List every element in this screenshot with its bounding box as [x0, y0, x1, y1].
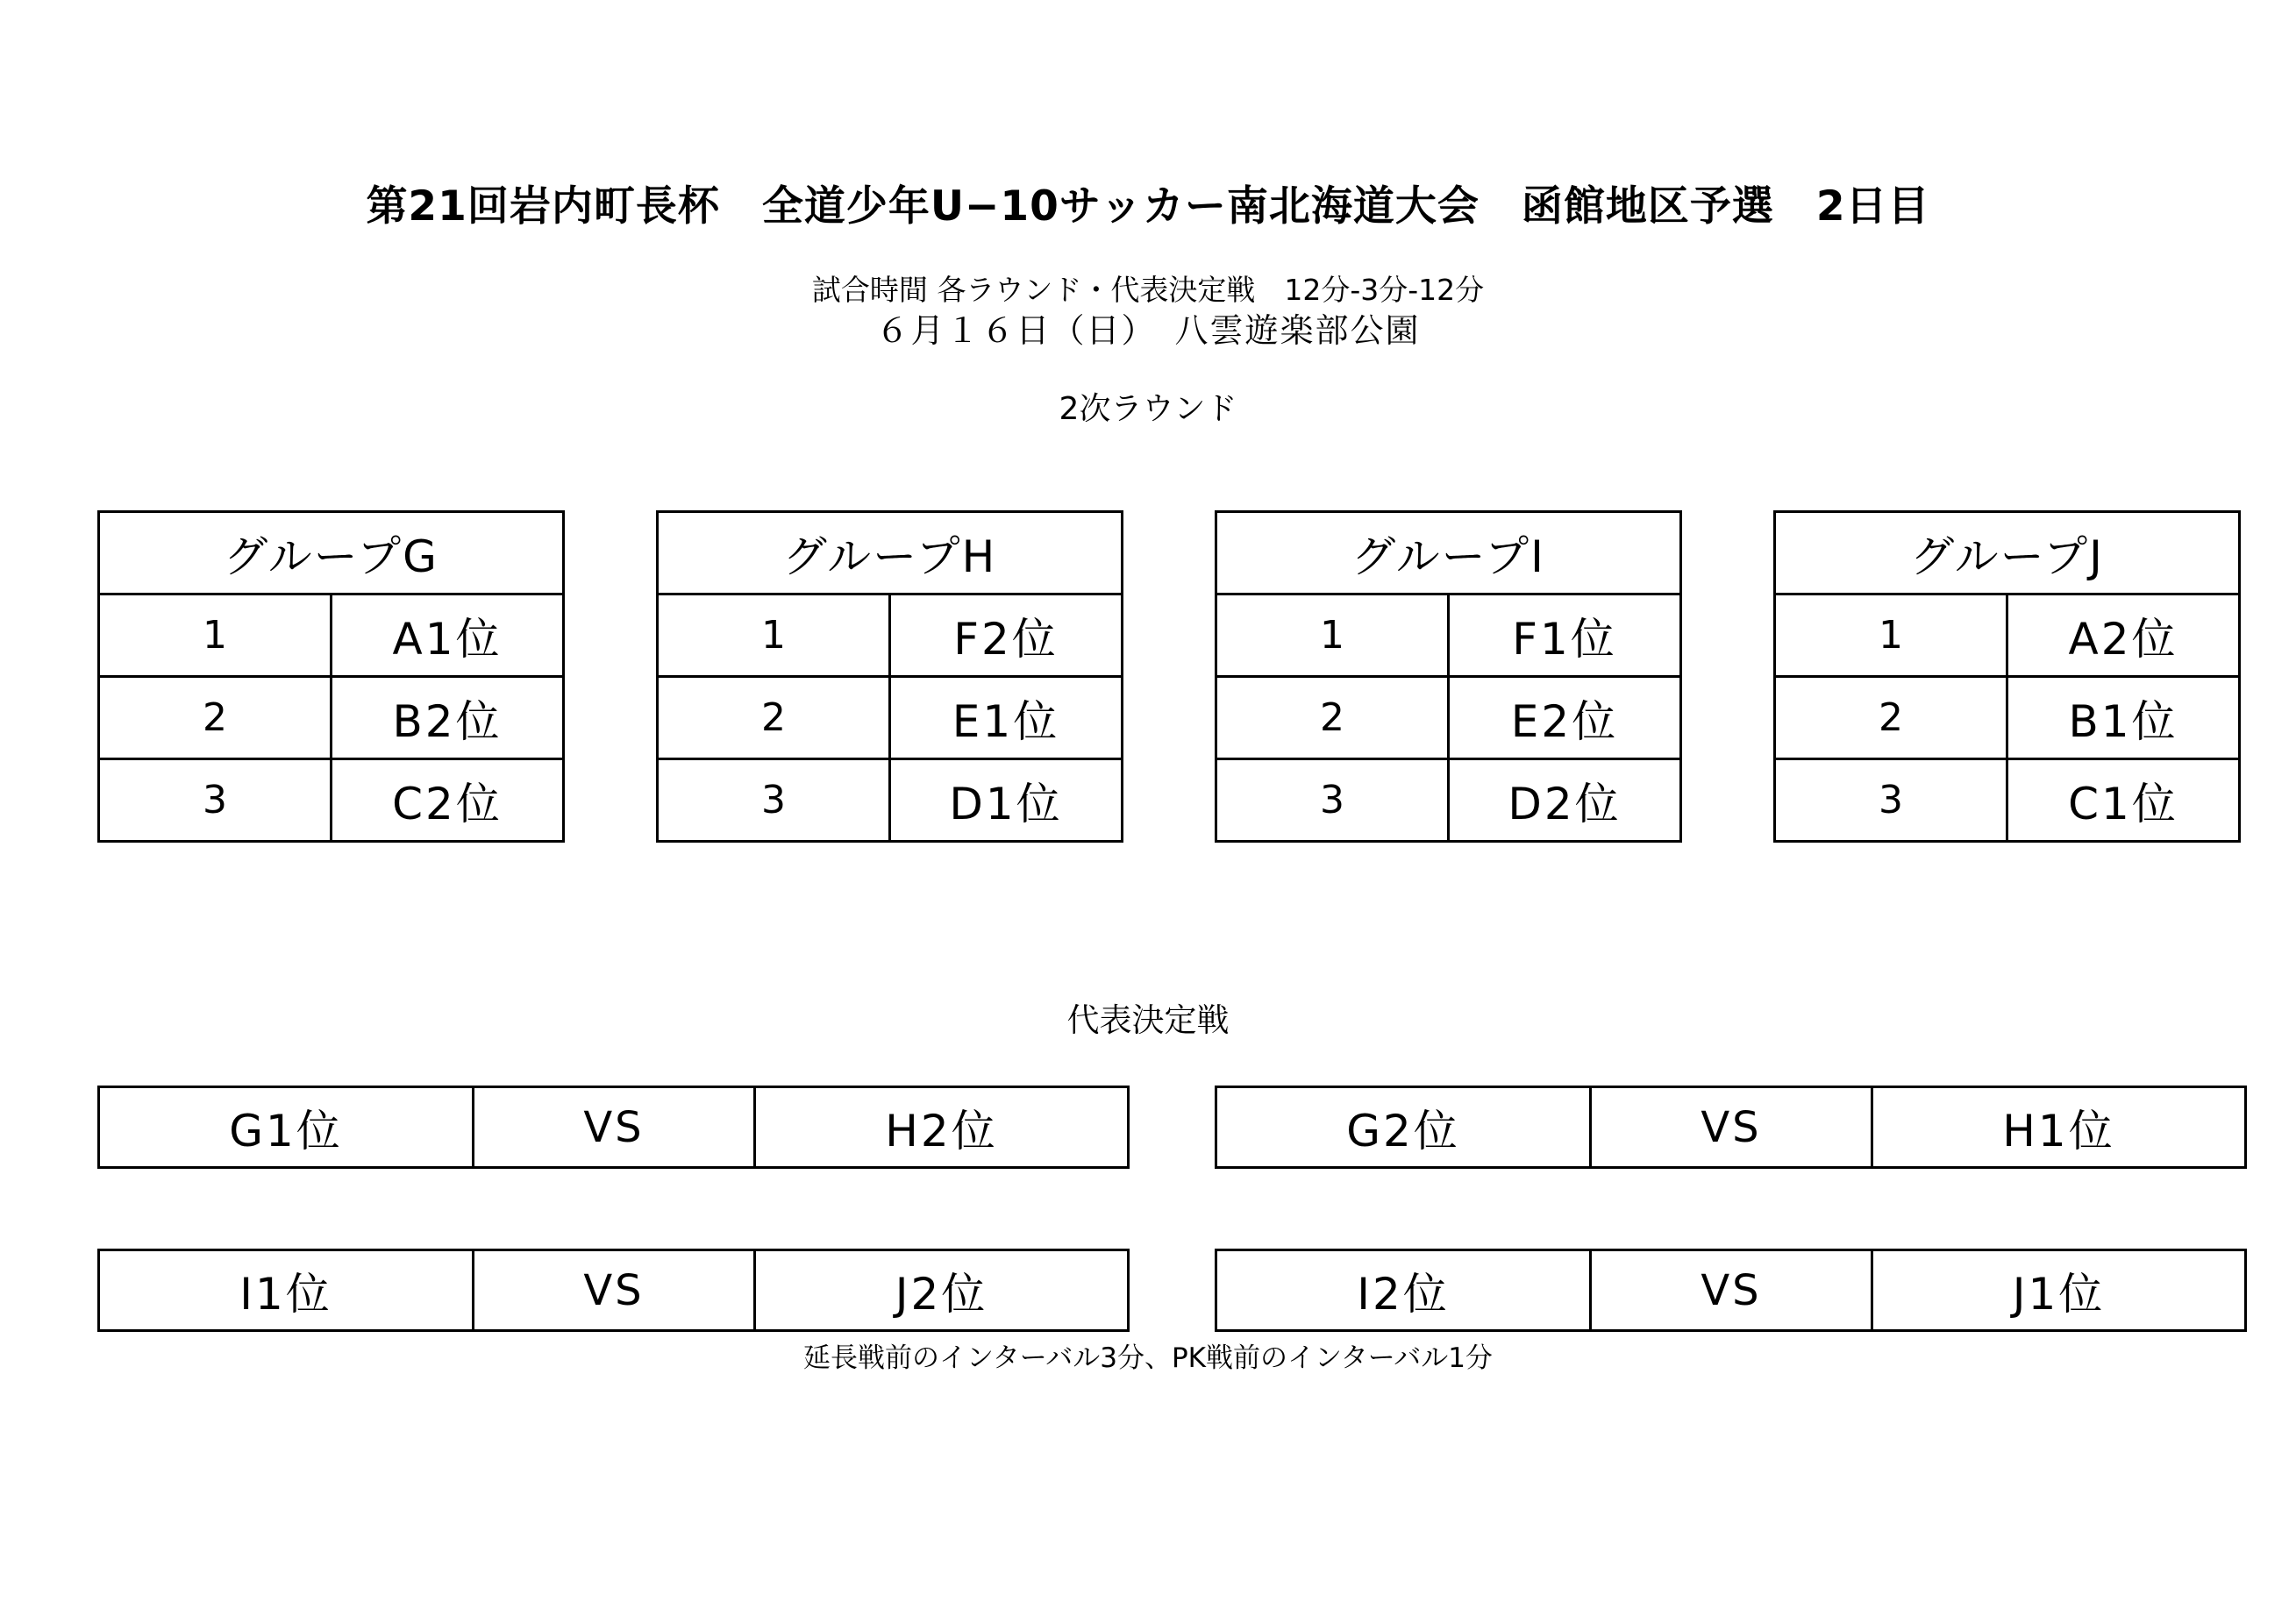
table-row [658, 677, 1123, 759]
table-row [99, 594, 564, 677]
team-slot: E2位 [1449, 677, 1681, 759]
second-round-heading: 2次ラウンド [1059, 391, 1237, 427]
match-time-info: 試合時間 各ラウンド・代表決定戦 12分-3分-12分 [811, 273, 1485, 307]
vs-label: VS [474, 1087, 755, 1168]
table-row [1775, 759, 2240, 842]
table-row [1216, 594, 1681, 677]
group-name: グループJ [1775, 512, 2240, 594]
match-team-right: H1位 [1872, 1087, 2246, 1168]
seed-number: 1 [1775, 594, 2007, 677]
seed-number: 1 [658, 594, 890, 677]
final-heading: 代表決定戦 [1066, 1001, 1230, 1039]
table-row [1216, 677, 1681, 759]
vs-label: VS [1591, 1250, 1872, 1331]
team-slot: B1位 [2007, 677, 2240, 759]
table-row [658, 594, 1123, 677]
match-team-left: I1位 [99, 1250, 474, 1331]
group-i-table [1215, 510, 1682, 843]
match-team-right: J2位 [755, 1250, 1129, 1331]
seed-number: 1 [99, 594, 332, 677]
seed-number: 3 [658, 759, 890, 842]
match-team-left: G2位 [1216, 1087, 1591, 1168]
team-slot: B2位 [332, 677, 564, 759]
group-g-table [97, 510, 565, 843]
group-j-table [1773, 510, 2241, 843]
match-1 [97, 1086, 1130, 1169]
team-slot: A2位 [2007, 594, 2240, 677]
table-row [99, 759, 564, 842]
table-row [658, 759, 1123, 842]
seed-number: 1 [1216, 594, 1449, 677]
team-slot: A1位 [332, 594, 564, 677]
page-title: 第21回岩内町長杯 全道少年U−10サッカー南北海道大会 函館地区予選 2日目 [366, 182, 1930, 231]
seed-number: 2 [658, 677, 890, 759]
vs-label: VS [474, 1250, 755, 1331]
match-team-right: J1位 [1872, 1250, 2246, 1331]
table-row [99, 677, 564, 759]
seed-number: 2 [1775, 677, 2007, 759]
team-slot: D1位 [890, 759, 1123, 842]
interval-note: 延長戦前のインターバル3分、PK戦前のインターバル1分 [803, 1342, 1493, 1374]
vs-label: VS [1591, 1087, 1872, 1168]
seed-number: 3 [1216, 759, 1449, 842]
team-slot: D2位 [1449, 759, 1681, 842]
group-name: グループH [658, 512, 1123, 594]
team-slot: E1位 [890, 677, 1123, 759]
table-row [1216, 759, 1681, 842]
group-name: グループI [1216, 512, 1681, 594]
team-slot: C2位 [332, 759, 564, 842]
team-slot: F1位 [1449, 594, 1681, 677]
match-team-left: G1位 [99, 1087, 474, 1168]
seed-number: 3 [99, 759, 332, 842]
seed-number: 2 [99, 677, 332, 759]
table-row [1775, 594, 2240, 677]
team-slot: C1位 [2007, 759, 2240, 842]
match-2 [1215, 1086, 2247, 1169]
team-slot: F2位 [890, 594, 1123, 677]
table-row [1775, 677, 2240, 759]
match-3 [97, 1249, 1130, 1332]
match-team-right: H2位 [755, 1087, 1129, 1168]
seed-number: 2 [1216, 677, 1449, 759]
group-h-table [656, 510, 1123, 843]
group-name: グループG [99, 512, 564, 594]
seed-number: 3 [1775, 759, 2007, 842]
date-venue: ６月１６日（日） 八雲遊楽部公園 [875, 311, 1421, 350]
match-4 [1215, 1249, 2247, 1332]
match-team-left: I2位 [1216, 1250, 1591, 1331]
